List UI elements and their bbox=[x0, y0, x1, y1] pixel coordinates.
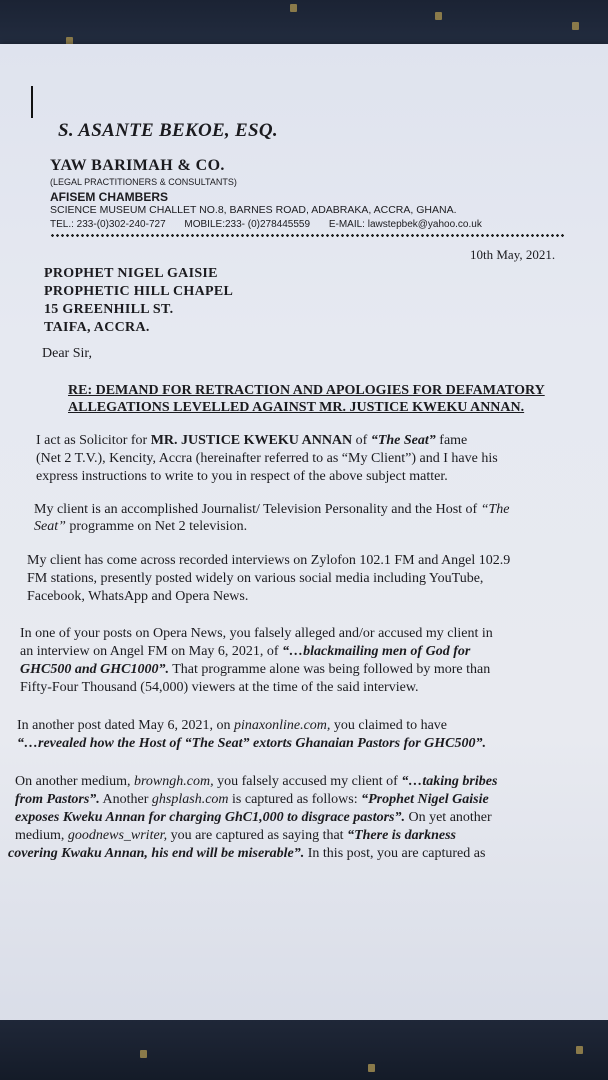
lawyer-name: S. ASANTE BEKOE, ESQ. bbox=[58, 120, 278, 141]
text: is captured as follows: bbox=[228, 792, 362, 807]
text: On another medium, bbox=[15, 774, 134, 789]
website: goodnews_writer, bbox=[67, 828, 168, 843]
addressee-line: 15 GREENHILL ST. bbox=[44, 302, 174, 317]
paragraph-2-line bbox=[34, 502, 509, 518]
emphasis: Seat” bbox=[34, 519, 66, 534]
mobile: MOBILE:233- (0)278445559 bbox=[184, 219, 311, 230]
dotted-divider bbox=[50, 234, 566, 237]
text: fame bbox=[435, 433, 468, 448]
quote: “…revealed how the Host of “The Seat” extorts Ghanaian Pastors for GHC500”. bbox=[17, 736, 487, 751]
text: you claimed to have bbox=[330, 718, 448, 733]
paragraph-4-line bbox=[20, 644, 470, 660]
paragraph-1-line: (Net 2 T.V.), Kencity, Accra (hereinafter referred to as “My Client”) and I have his bbox=[36, 451, 498, 466]
paragraph-2-line bbox=[34, 519, 247, 535]
text: Another bbox=[99, 792, 152, 807]
letter-date: 10th May, 2021. bbox=[470, 247, 556, 262]
paragraph-5-line bbox=[17, 736, 486, 752]
quote: GHC500 and GHC1000”. bbox=[20, 662, 169, 677]
background-bottom bbox=[0, 1020, 608, 1080]
website: ghsplash.com bbox=[151, 792, 229, 807]
background-speck bbox=[572, 22, 579, 30]
quote: exposes Kweku Annan for charging GhC1,000 to disgrace pastors”. bbox=[15, 810, 405, 825]
paragraph-6-line bbox=[15, 828, 456, 844]
paragraph-6-line bbox=[15, 774, 497, 790]
firm-subtitle: (LEGAL PRACTITIONERS & CONSULTANTS) bbox=[50, 177, 237, 187]
quote: covering Kwaku Annan, his end will be miserable”. bbox=[8, 846, 305, 861]
firm-address: SCIENCE MUSEUM CHALLET NO.8, BARNES ROAD, ADABRAKA, ACCRA, GHANA. bbox=[50, 204, 457, 216]
background-speck bbox=[368, 1064, 375, 1072]
text: That programme alone was being followed by more than bbox=[168, 662, 491, 677]
quote: “…taking bribes bbox=[401, 774, 498, 789]
text: In this post, you are captured as bbox=[304, 846, 486, 861]
background-speck bbox=[140, 1050, 147, 1058]
text: I act as Solicitor for bbox=[36, 433, 151, 448]
text: medium, bbox=[15, 828, 68, 843]
text: My client is an accomplished Journalist/ Television Personality and the Host of bbox=[34, 502, 481, 517]
paragraph-6-line bbox=[15, 792, 489, 808]
background-speck bbox=[576, 1046, 583, 1054]
paragraph-6-line bbox=[15, 810, 492, 826]
chambers-name: AFISEM CHAMBERS bbox=[50, 190, 169, 204]
text: an interview on Angel FM on May 6, 2021, of bbox=[20, 644, 283, 659]
text: programme on Net 2 television. bbox=[65, 519, 248, 534]
paragraph-4-line: In one of your posts on Opera News, you falsely alleged and/or accused my client in bbox=[20, 626, 493, 641]
firm-name: YAW BARIMAH & CO. bbox=[50, 157, 225, 174]
letter-page bbox=[0, 44, 608, 1029]
paragraph-5-line bbox=[17, 718, 447, 734]
text: On yet another bbox=[404, 810, 492, 825]
margin-pen-mark bbox=[31, 86, 33, 118]
paragraph-4-line bbox=[20, 662, 490, 678]
paragraph-1-line bbox=[36, 433, 467, 449]
contact-line bbox=[50, 219, 498, 230]
addressee-line: PROPHETIC HILL CHAPEL bbox=[44, 284, 234, 299]
client-name: MR. JUSTICE KWEKU ANNAN bbox=[150, 433, 353, 448]
addressee-line: PROPHET NIGEL GAISIE bbox=[44, 266, 218, 281]
quote: “…blackmailing men of God for bbox=[282, 644, 471, 659]
email: E-MAIL: lawstepbek@yahoo.co.uk bbox=[328, 219, 482, 230]
paragraph-4-line: Fifty-Four Thousand (54,000) viewers at the time of the said interview. bbox=[20, 680, 419, 695]
addressee-line: TAIFA, ACCRA. bbox=[44, 320, 150, 335]
quote: from Pastors”. bbox=[15, 792, 100, 807]
text: you falsely accused my client of bbox=[213, 774, 402, 789]
website: browngh.com, bbox=[133, 774, 214, 789]
paragraph-6-line bbox=[8, 846, 485, 862]
paragraph-3-line: My client has come across recorded interviews on Zylofon 102.1 FM and Angel 102.9 bbox=[27, 553, 511, 568]
text: In another post dated May 6, 2021, on bbox=[17, 718, 234, 733]
website: pinaxonline.com, bbox=[233, 718, 331, 733]
paragraph-1-line: express instructions to write to you in respect of the above subject matter. bbox=[36, 469, 448, 484]
subject-line: RE: DEMAND FOR RETRACTION AND APOLOGIES FOR DEFAMATORY bbox=[68, 383, 545, 398]
salutation: Dear Sir, bbox=[42, 346, 92, 361]
subject-line: ALLEGATIONS LEVELLED AGAINST MR. JUSTICE KWEKU ANNAN. bbox=[68, 400, 525, 415]
quote: “Prophet Nigel Gaisie bbox=[361, 792, 489, 807]
show-name: “The Seat” bbox=[370, 433, 436, 448]
emphasis: “The bbox=[480, 502, 510, 517]
paragraph-3-line: Facebook, WhatsApp and Opera News. bbox=[27, 589, 249, 604]
background-top bbox=[0, 0, 608, 50]
paragraph-3-line: FM stations, presently posted widely on various social media including YouTube, bbox=[27, 571, 484, 586]
quote: “There is darkness bbox=[347, 828, 456, 843]
background-speck bbox=[290, 4, 297, 12]
background-speck bbox=[435, 12, 442, 20]
telephone: TEL.: 233-(0)302-240-727 bbox=[50, 219, 166, 230]
text: of bbox=[352, 433, 371, 448]
text: you are captured as saying that bbox=[167, 828, 348, 843]
